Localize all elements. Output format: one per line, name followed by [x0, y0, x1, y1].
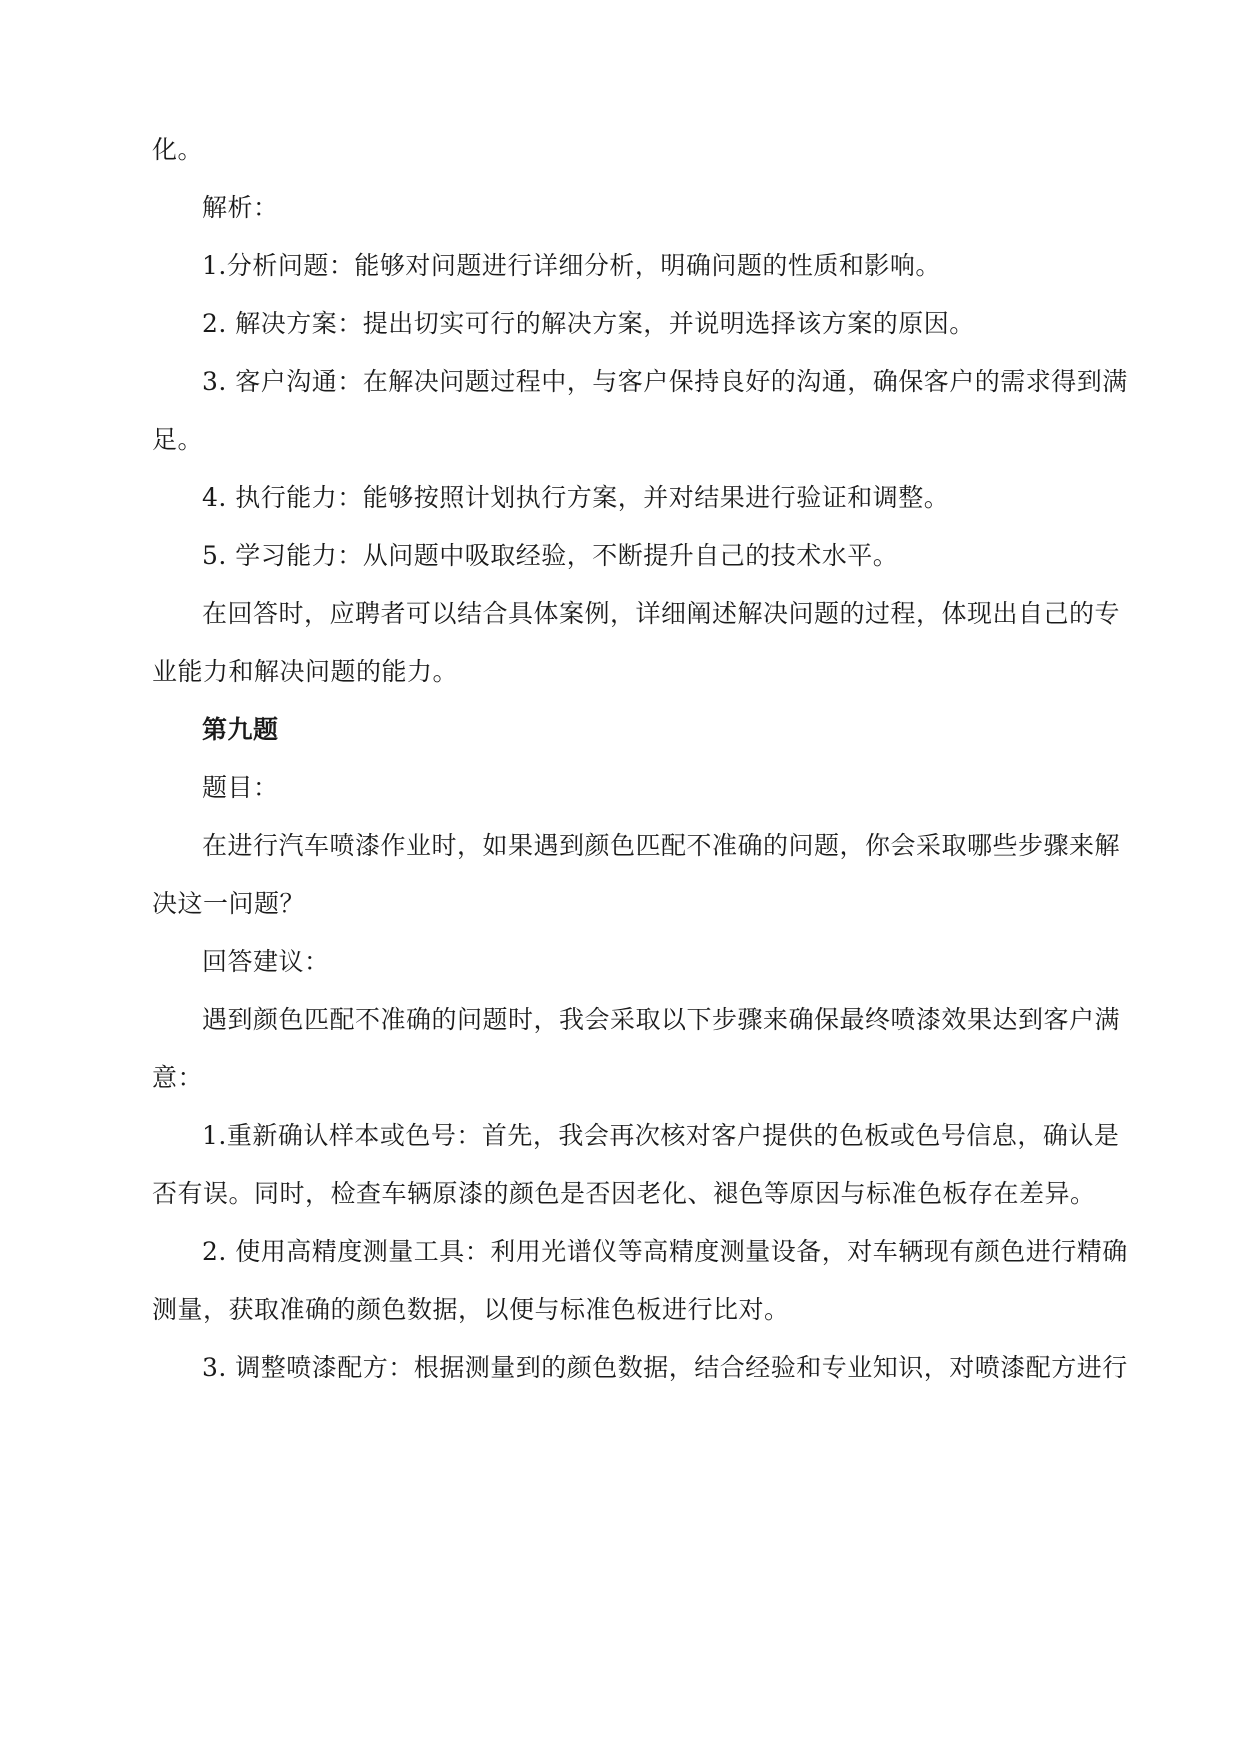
section-label: 回答建议： — [202, 947, 330, 976]
section-label: 解析： — [202, 193, 279, 222]
text-line: 化。 — [152, 135, 204, 164]
paragraph-line: 在进行汽车喷漆作业时，如果遇到颜色匹配不准确的问题，你会采取哪些步骤来解 — [202, 831, 1121, 860]
list-item: 4. 执行能力：能够按照计划执行方案，并对结果进行验证和调整。 — [202, 483, 950, 512]
list-item: 1.重新确认样本或色号：首先，我会再次核对客户提供的色板或色号信息，确认是 — [202, 1121, 1120, 1150]
list-item: 1.分析问题：能够对问题进行详细分析，明确问题的性质和影响。 — [202, 251, 941, 280]
list-item: 3. 客户沟通：在解决问题过程中，与客户保持良好的沟通，确保客户的需求得到满 — [202, 367, 1128, 396]
paragraph-line: 在回答时，应聘者可以结合具体案例，详细阐述解决问题的过程，体现出自己的专 — [202, 599, 1121, 628]
list-item: 5. 学习能力：从问题中吸取经验，不断提升自己的技术水平。 — [202, 541, 899, 570]
text-line: 决这一问题？ — [152, 889, 306, 918]
section-label: 题目： — [202, 773, 279, 802]
question-heading: 第九题 — [202, 715, 279, 744]
text-line: 足。 — [152, 425, 204, 454]
paragraph-line: 遇到颜色匹配不准确的问题时，我会采取以下步骤来确保最终喷漆效果达到客户满 — [202, 1005, 1121, 1034]
text-line: 否有误。同时，检查车辆原漆的颜色是否因老化、褪色等原因与标准色板存在差异。 — [152, 1179, 1096, 1208]
text-line: 业能力和解决问题的能力。 — [152, 657, 459, 686]
list-item: 2. 解决方案：提出切实可行的解决方案，并说明选择该方案的原因。 — [202, 309, 975, 338]
text-line: 测量，获取准确的颜色数据，以便与标准色板进行比对。 — [152, 1295, 790, 1324]
list-item: 3. 调整喷漆配方：根据测量到的颜色数据，结合经验和专业知识，对喷漆配方进行 — [202, 1353, 1128, 1382]
text-line: 意： — [152, 1063, 204, 1092]
list-item: 2. 使用高精度测量工具：利用光谱仪等高精度测量设备，对车辆现有颜色进行精确 — [202, 1237, 1128, 1266]
